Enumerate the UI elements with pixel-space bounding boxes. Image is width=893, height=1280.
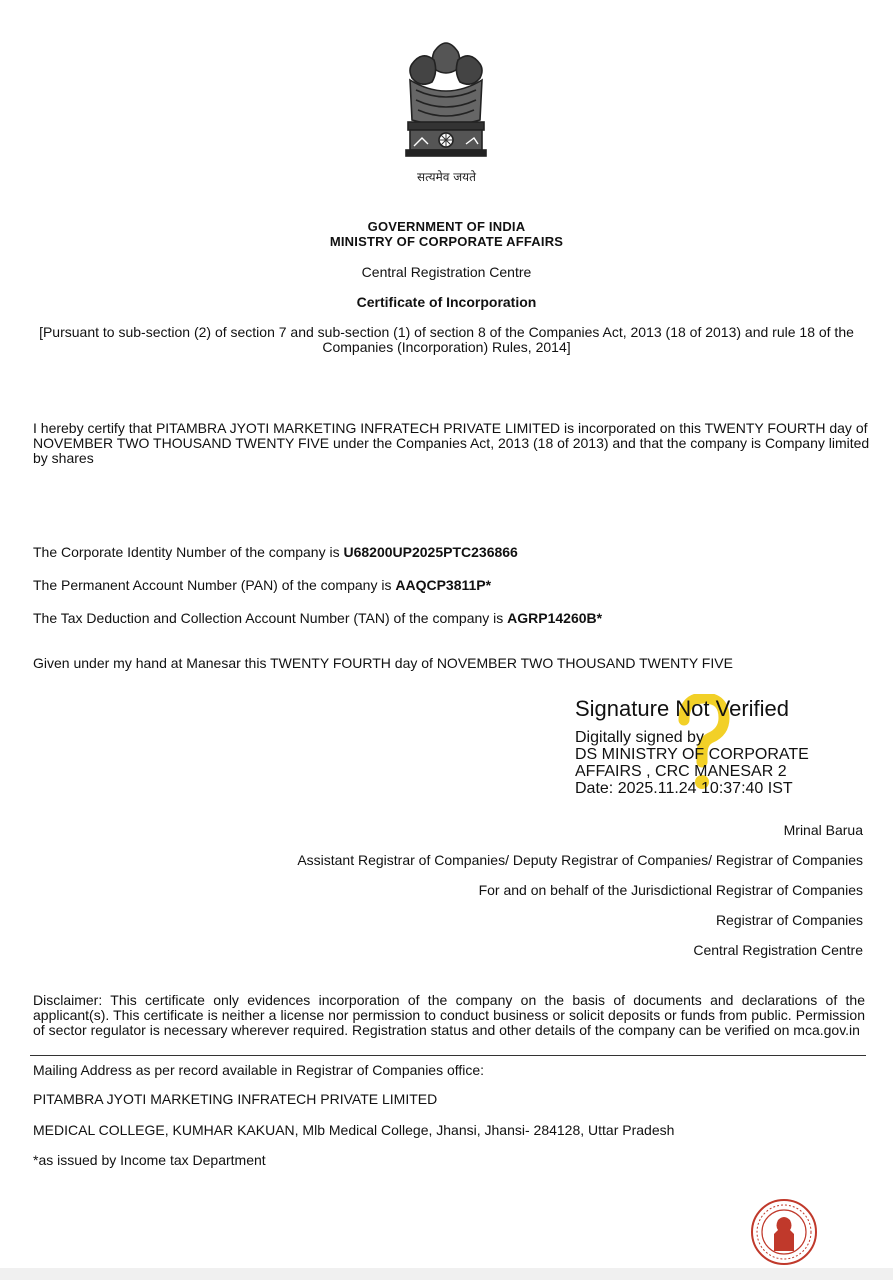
registrar-centre: Central Registration Centre bbox=[693, 942, 863, 958]
signature-line-2: DS MINISTRY OF CORPORATE bbox=[575, 746, 809, 763]
mailing-address: MEDICAL COLLEGE, KUMHAR KAKUAN, Mlb Medical College, Jhansi, Jhansi- 284128, Uttar Pradesh bbox=[33, 1122, 675, 1138]
document-title: Certificate of Incorporation bbox=[356, 294, 537, 310]
registrar-office: Registrar of Companies bbox=[715, 912, 863, 928]
cin-label: The Corporate Identity Number of the company is bbox=[33, 544, 344, 560]
divider bbox=[30, 1055, 866, 1056]
registrar-seal-icon bbox=[750, 1198, 818, 1266]
page-bottom-edge bbox=[0, 1268, 893, 1280]
tan-value: AGRP14260B* bbox=[507, 610, 603, 626]
signature-line-4: Date: 2025.11.24 10:37:40 IST bbox=[575, 780, 793, 797]
cin-value: U68200UP2025PTC236866 bbox=[343, 544, 518, 560]
mailing-label: Mailing Address as per record available in Registrar of Companies office: bbox=[33, 1062, 485, 1078]
government-heading: GOVERNMENT OF INDIA bbox=[367, 219, 526, 234]
registrar-name: Mrinal Barua bbox=[783, 822, 863, 838]
emblem-motto: सत्यमेव जयते bbox=[417, 170, 476, 184]
signature-details bbox=[575, 729, 809, 797]
signature-line-3: AFFAIRS , CRC MANESAR 2 bbox=[575, 763, 787, 780]
disclaimer: Disclaimer: This certificate only evidences incorporation of the company on the basis of documents and declarations of the applicant(s). This certificate is neither a license nor permission to conduct business or solicit deposits or funds from public. Permission of sector regulator is necessary wherever required. Registration status and other details of the company can be verified on mca.gov.in bbox=[33, 992, 865, 1038]
national-emblem-icon bbox=[396, 30, 496, 170]
pan-line bbox=[33, 577, 491, 593]
mailing-company: PITAMBRA JYOTI MARKETING INFRATECH PRIVATE LIMITED bbox=[33, 1091, 438, 1107]
tan-line bbox=[33, 610, 602, 626]
footnote: *as issued by Income tax Department bbox=[33, 1152, 266, 1168]
tan-label: The Tax Deduction and Collection Account Number (TAN) of the company is bbox=[33, 610, 508, 626]
registrar-designation: Assistant Registrar of Companies/ Deputy Registrar of Companies/ Registrar of Companies bbox=[297, 852, 863, 868]
registrar-behalf: For and on behalf of the Jurisdictional Registrar of Companies bbox=[478, 882, 863, 898]
registration-centre: Central Registration Centre bbox=[361, 264, 532, 280]
pan-label: The Permanent Account Number (PAN) of the company is bbox=[33, 577, 396, 593]
pan-value: AAQCP3811P* bbox=[395, 577, 492, 593]
signature-line-1: Digitally signed by bbox=[575, 729, 704, 746]
certification-paragraph: I hereby certify that PITAMBRA JYOTI MARKETING INFRATECH PRIVATE LIMITED is incorporated on this TWENTY FOURTH day of NOVEMBER TWO THOUSAND TWENTY FIVE under the Companies Act, 2013 (18 of 2013) and that the company is Company limited by shares bbox=[33, 420, 870, 466]
signature-status: Signature Not Verified bbox=[575, 696, 790, 721]
given-under-hand: Given under my hand at Manesar this TWENTY FOURTH day of NOVEMBER TWO THOUSAND TWENTY FIVE bbox=[33, 655, 733, 671]
ministry-heading: MINISTRY OF CORPORATE AFFAIRS bbox=[329, 234, 564, 249]
cin-line bbox=[33, 544, 518, 560]
pursuant-clause: [Pursuant to sub-section (2) of section 7 and sub-section (1) of section 8 of the Companies Act, 2013 (18 of 2013) and rule 18 of the Companies (Incorporation) Rules, 2014] bbox=[39, 324, 854, 355]
